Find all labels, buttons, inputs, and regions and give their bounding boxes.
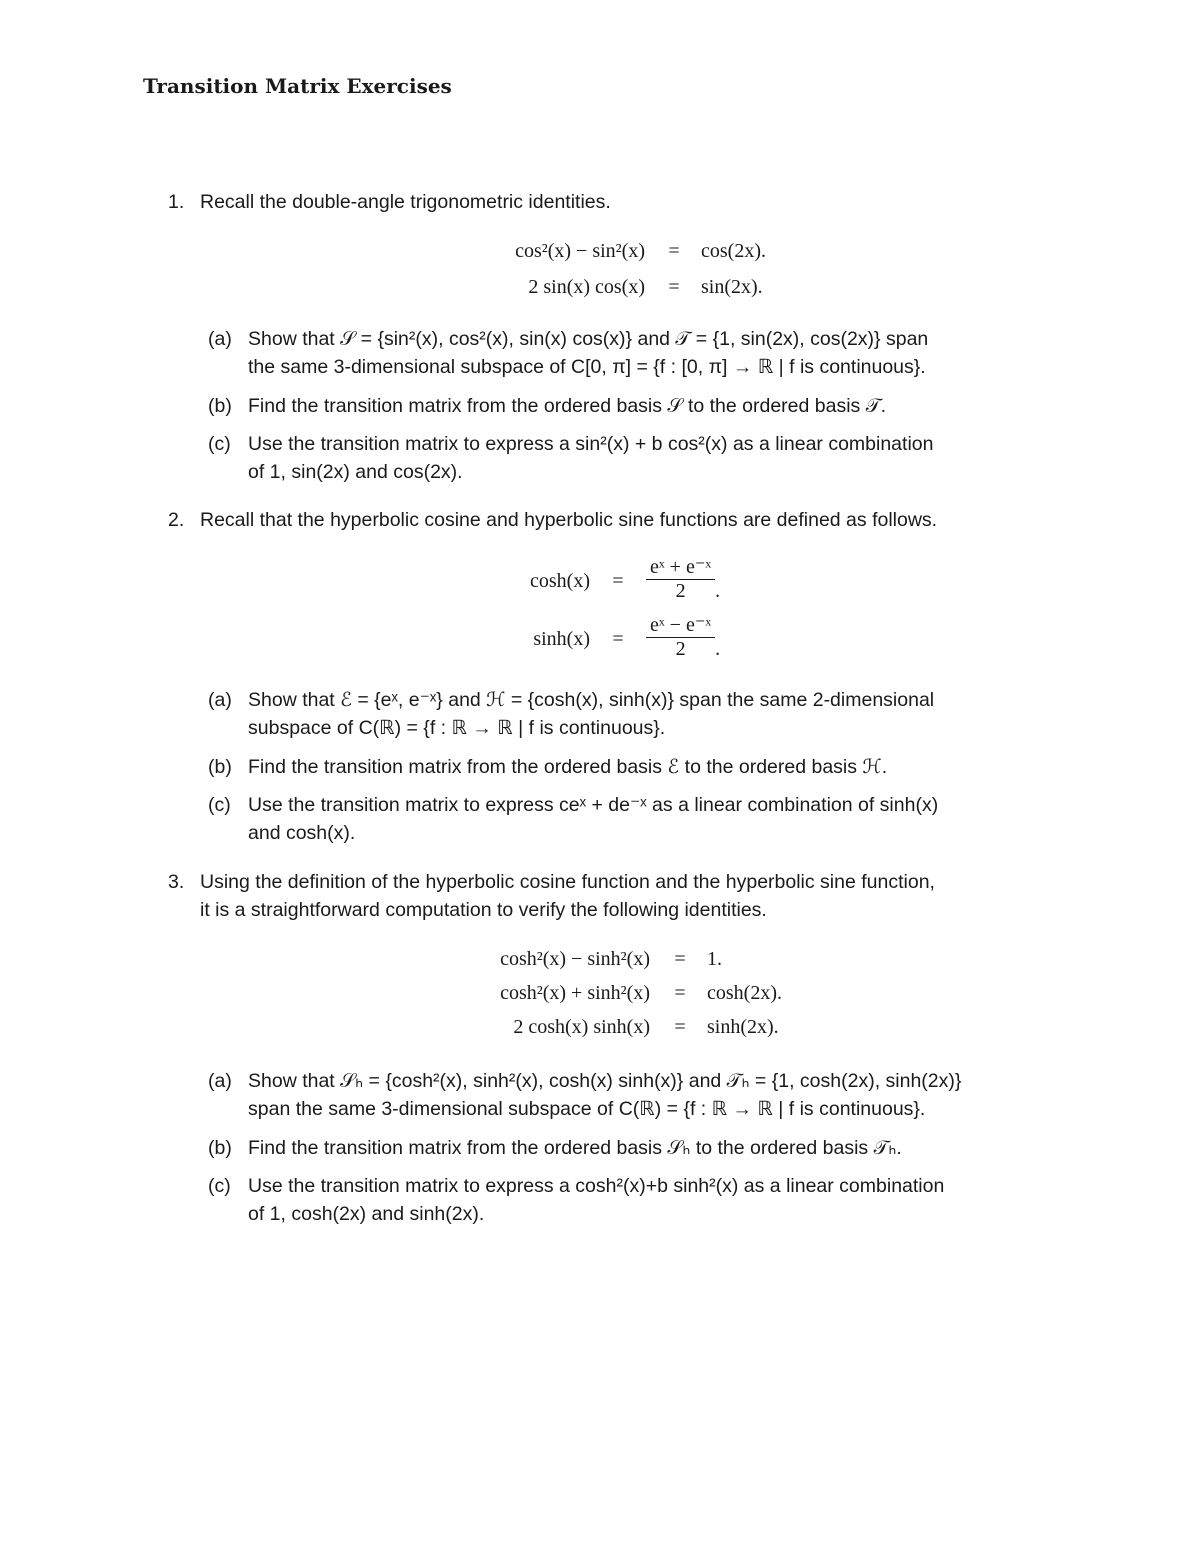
equation-rhs: cosh(2x).: [707, 982, 782, 1004]
part-label: (a): [208, 1070, 232, 1092]
problem-3-intro-line: Using the definition of the hyperbolic cosine function and the hyperbolic sine function,: [200, 871, 935, 893]
part-text-line: of 1, cosh(2x) and sinh(2x).: [248, 1203, 485, 1225]
problem-1-number: 1.: [168, 191, 185, 213]
part-label: (b): [208, 395, 232, 417]
problem-2-intro: Recall that the hyperbolic cosine and hyperbolic sine functions are defined as follows.: [200, 509, 938, 531]
part-text-line: span the same 3-dimensional subspace of C(ℝ) = {f : ℝ → ℝ | f is continuous}.: [248, 1098, 926, 1120]
part-text-line: of 1, sin(2x) and cos(2x).: [248, 461, 463, 483]
part-text-line: Use the transition matrix to express ceˣ + de⁻ˣ as a linear combination of sinh(x): [248, 794, 939, 816]
problem-1-intro: Recall the double-angle trigonometric identities.: [200, 191, 611, 213]
fraction-denominator: 2: [675, 638, 686, 660]
part-label: (a): [208, 328, 232, 350]
equation-rhs: sin(2x).: [701, 276, 763, 298]
page-title: Transition Matrix Exercises: [143, 74, 452, 98]
equation-equals: =: [668, 276, 680, 298]
part-label: (c): [208, 794, 231, 816]
part-text-line: and cosh(x).: [248, 822, 356, 844]
fraction: [646, 612, 720, 661]
fraction-numerator: eˣ + e⁻ˣ: [650, 556, 712, 578]
equation-lhs: 2 sin(x) cos(x): [528, 276, 645, 298]
part-label: (b): [208, 1137, 232, 1159]
part-text-line: Show that 𝒮 = {sin²(x), cos²(x), sin(x) cos(x)} and 𝒯 = {1, sin(2x), cos(2x)} span: [248, 328, 929, 350]
equation-period: .: [715, 580, 721, 602]
part-text-line: Find the transition matrix from the ordered basis ℰ to the ordered basis ℋ.: [248, 756, 888, 778]
part-label: (c): [208, 1175, 231, 1197]
equation-rhs: 1.: [707, 948, 722, 970]
part-text-line: Show that 𝒮ₕ = {cosh²(x), sinh²(x), cosh(x) sinh(x)} and 𝒯ₕ = {1, cosh(2x), sinh(2x)}: [248, 1070, 962, 1092]
part-text-line: Find the transition matrix from the ordered basis 𝒮 to the ordered basis 𝒯.: [248, 395, 887, 417]
equation-rhs: cos(2x).: [701, 240, 766, 262]
equation-equals: =: [674, 948, 686, 970]
fraction-denominator: 2: [675, 580, 686, 602]
equation-rhs: sinh(2x).: [707, 1016, 779, 1038]
equation-lhs: cos²(x) − sin²(x): [515, 240, 645, 262]
equation-equals: =: [612, 628, 624, 650]
equation-equals: =: [674, 982, 686, 1004]
part-text-line: Use the transition matrix to express a sin²(x) + b cos²(x) as a linear combination: [248, 433, 934, 455]
problem-3-number: 3.: [168, 871, 185, 893]
part-text-line: Find the transition matrix from the ordered basis 𝒮ₕ to the ordered basis 𝒯ₕ.: [248, 1137, 902, 1159]
equation-equals: =: [612, 570, 624, 592]
equation-lhs: cosh²(x) − sinh²(x): [500, 948, 650, 970]
fraction: [646, 554, 720, 603]
equation-lhs: cosh(x): [530, 570, 590, 592]
equation-lhs: 2 cosh(x) sinh(x): [513, 1016, 650, 1038]
equation-equals: =: [674, 1016, 686, 1038]
equation-lhs: sinh(x): [533, 628, 590, 650]
problem-3-intro-line: it is a straightforward computation to verify the following identities.: [200, 899, 767, 921]
part-label: (a): [208, 689, 232, 711]
equation-period: .: [715, 638, 721, 660]
part-text-line: subspace of C(ℝ) = {f : ℝ → ℝ | f is continuous}.: [248, 717, 666, 739]
fraction-numerator: eˣ − e⁻ˣ: [650, 614, 712, 636]
part-text-line: the same 3-dimensional subspace of C[0, π] = {f : [0, π] → ℝ | f is continuous}.: [248, 356, 926, 378]
problem-2-number: 2.: [168, 509, 185, 531]
part-label: (c): [208, 433, 231, 455]
equation-equals: =: [668, 240, 680, 262]
part-text-line: Use the transition matrix to express a cosh²(x)+b sinh²(x) as a linear combination: [248, 1175, 945, 1197]
equation-lhs: cosh²(x) + sinh²(x): [500, 982, 650, 1004]
part-label: (b): [208, 756, 232, 778]
part-text-line: Show that ℰ = {eˣ, e⁻ˣ} and ℋ = {cosh(x), sinh(x)} span the same 2-dimensional: [248, 689, 935, 711]
